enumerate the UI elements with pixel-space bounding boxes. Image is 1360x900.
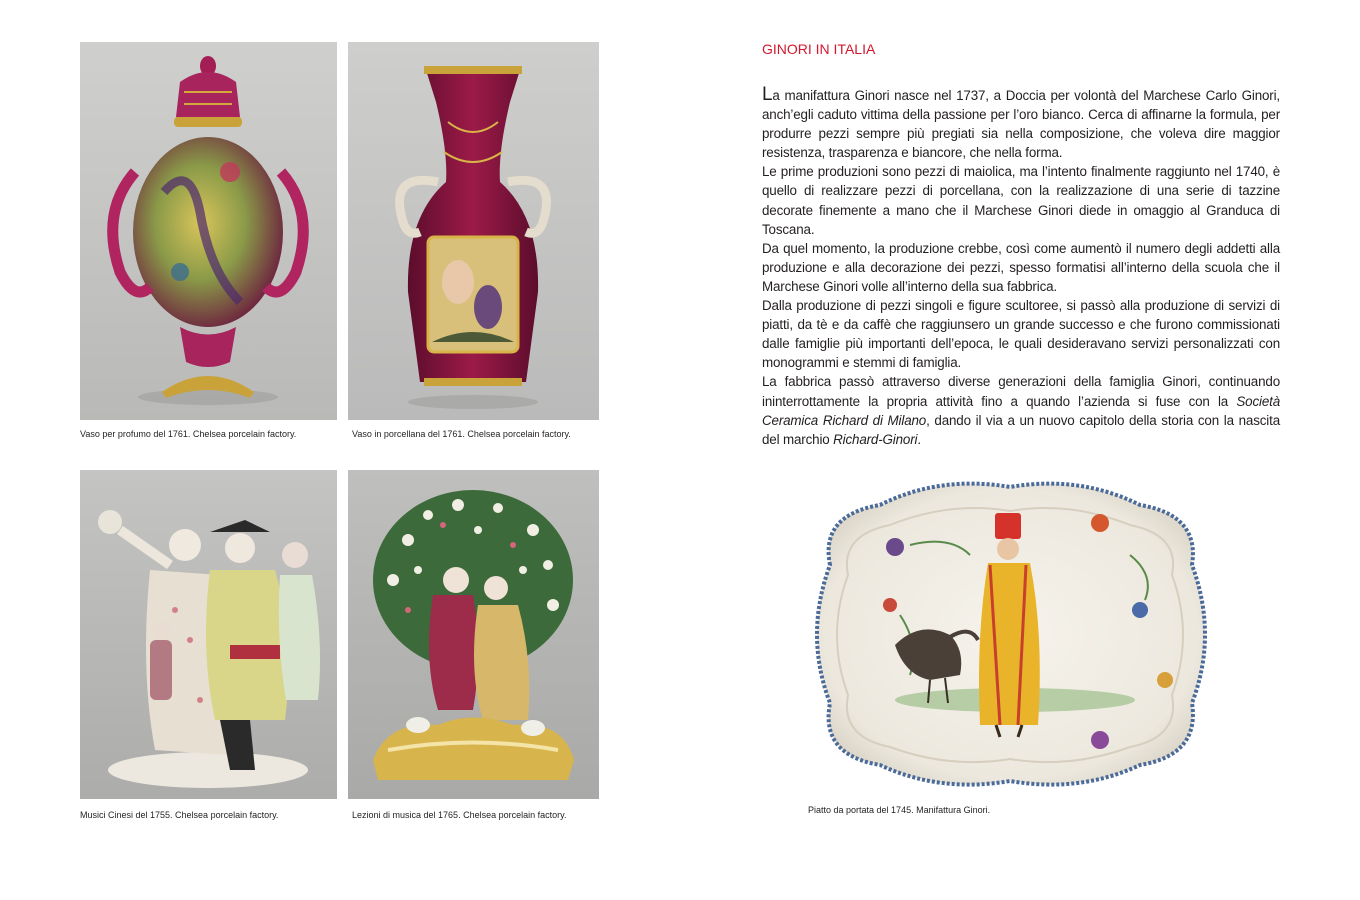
drop-cap: L xyxy=(762,84,773,105)
photo-lezioni-musica xyxy=(348,470,599,799)
paragraph-1 xyxy=(762,86,1280,162)
paragraph-5-text-b: , dando il via a un nuovo capitolo della storia con la nascita del marchio xyxy=(762,412,1280,447)
photo-piatto-portata xyxy=(800,475,1220,793)
caption-vaso-profumo: Vaso per profumo del 1761. Chelsea porcelain factory. xyxy=(80,429,297,439)
caption-lezioni-musica: Lezioni di musica del 1765. Chelsea porcelain factory. xyxy=(352,810,567,820)
caption-vaso-porcellana: Vaso in porcellana del 1761. Chelsea porcelain factory. xyxy=(352,429,571,439)
brand-name: Richard-Ginori xyxy=(833,431,918,447)
photo-vaso-profumo xyxy=(80,42,337,420)
company-name: Società Ceramica Richard di Milano xyxy=(762,393,1280,428)
photo-vaso-porcellana xyxy=(348,42,599,420)
paragraph-4: Dalla produzione di pezzi singoli e figure scultoree, si passò alla produzione di servizi di piatti, da tè e da caffè che raggiunsero un grande successo e che furono commissionati dalle famiglie più importanti dell’epoca, le quali desideravano servizi personalizzati con monogrammi e stemmi di famiglia. xyxy=(762,298,1280,371)
caption-musici-cinesi: Musici Cinesi del 1755. Chelsea porcelain factory. xyxy=(80,810,279,820)
paragraph-1-text: a manifattura Ginori nasce nel 1737, a Doccia per volontà del Marchese Carlo Ginori, anch’egli caduto vittima della passione per l’oro bianco. Cerca di affinarne la formula, per produrre pezzi sempre più pregiati sia nella composizione, che voleva dire maggior resistenza, trasparenza e biancore, che nella forma. xyxy=(762,88,1280,161)
paragraph-3: Da quel momento, la produzione crebbe, così come aumentò il numero degli addetti alla produzione e alla decorazione dei pezzi, spesso formatisi all’interno della scuola che il Marchese Ginori volle all’interno della sua fabbrica. xyxy=(762,240,1280,294)
paragraph-5-text-c: . xyxy=(917,431,921,447)
paragraph-5 xyxy=(762,372,1280,448)
caption-piatto-portata: Piatto da portata del 1745. Manifattura Ginori. xyxy=(808,805,991,815)
section-title: GINORI IN ITALIA xyxy=(762,41,876,57)
article-body xyxy=(762,86,1280,449)
paragraph-5-text-a: La fabbrica passò attraverso diverse generazioni della famiglia Ginori, continuando ininterrottamente la propria attività fino a quando l’azienda si fuse con la xyxy=(762,374,1280,409)
paragraph-2: Le prime produzioni sono pezzi di maiolica, ma l’intento finalmente raggiunto nel 1740, è quello di realizzare pezzi di porcellana, con la realizzazione di una serie di tazzine decorate finemente a mano che il Marchese Ginori diede in omaggio al Granduca di Toscana. xyxy=(762,164,1280,237)
photo-musici-cinesi xyxy=(80,470,337,799)
